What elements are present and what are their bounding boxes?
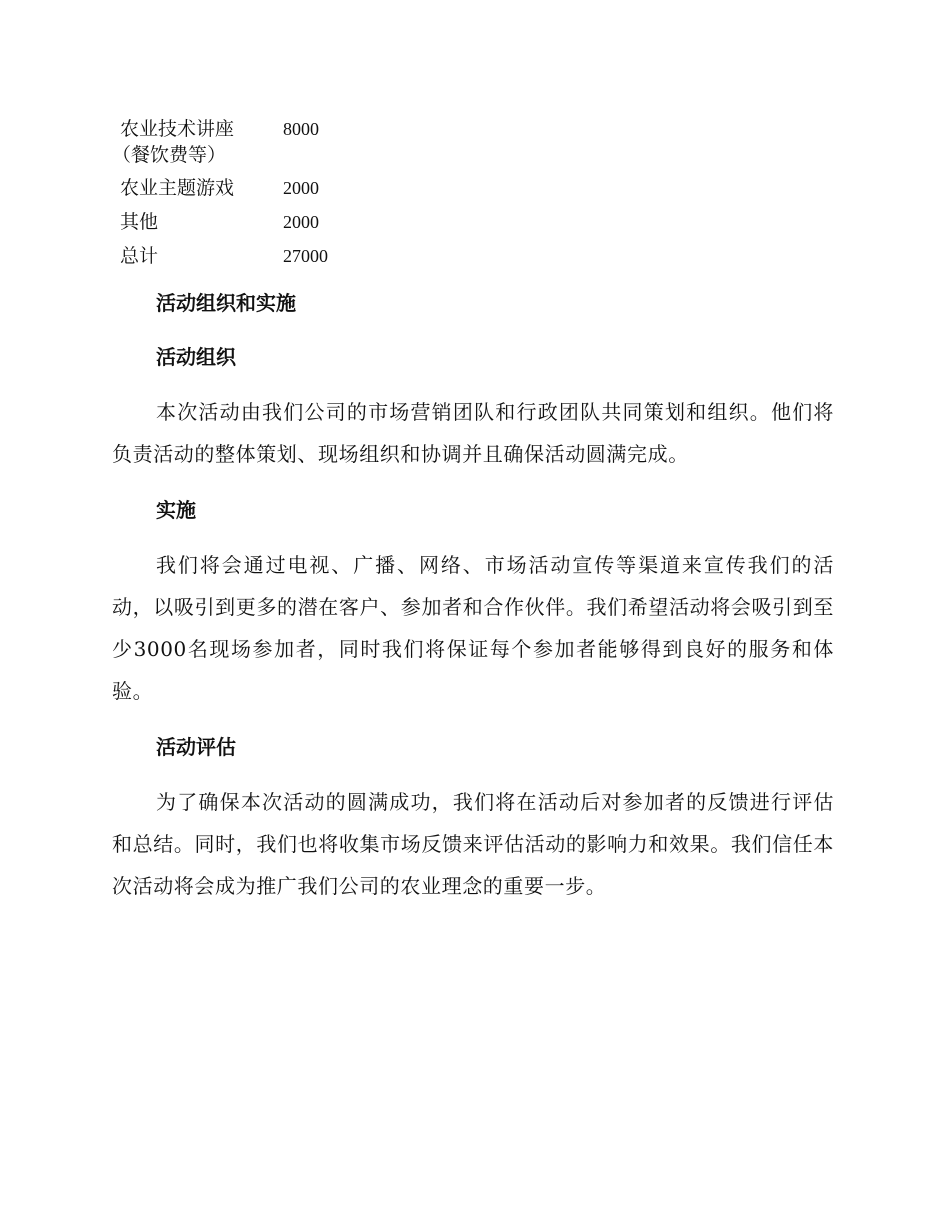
section-heading-eval: 活动评估 xyxy=(156,735,236,759)
paragraph-impl: 我们将会通过电视、广播、网络、市场活动宣传等渠道来宣传我们的活动，以吸引到更多的潜在客户、参加者和合作伙伴。我们希望活动将会吸引到至少3000名现场参加者，同时我们将保证每个参加者能够得到良好的服务和体验。 xyxy=(112,553,834,703)
table-row xyxy=(114,209,328,243)
budget-amount-cell: 8000 xyxy=(283,119,319,139)
budget-item-cell: 其他 xyxy=(120,211,159,233)
budget-total-label: 总计 xyxy=(120,245,159,267)
budget-amount-cell: 2000 xyxy=(283,212,319,232)
paragraph-org: 本次活动由我们公司的市场营销团队和行政团队共同策划和组织。他们将负责活动的整体策划、现场组织和协调并且确保活动圆满完成。 xyxy=(112,400,834,466)
section-heading-org-impl: 活动组织和实施 xyxy=(156,291,296,315)
section-heading-impl: 实施 xyxy=(156,498,196,522)
budget-item-sublabel: （餐饮费等） xyxy=(112,144,227,166)
budget-item-cell: 农业主题游戏 xyxy=(120,177,235,199)
section-heading-org: 活动组织 xyxy=(156,345,236,369)
budget-item-label: 农业技术讲座 xyxy=(120,118,235,140)
budget-item-cell xyxy=(114,116,283,175)
table-row xyxy=(114,175,328,209)
paragraph-eval: 为了确保本次活动的圆满成功，我们将在活动后对参加者的反馈进行评估和总结。同时，我们也将收集市场反馈来评估活动的影响力和效果。我们信任本次活动将会成为推广我们公司的农业理念的重要一步。 xyxy=(112,790,834,898)
budget-total-amount: 27000 xyxy=(283,246,328,266)
budget-table xyxy=(114,116,328,277)
budget-amount-cell: 2000 xyxy=(283,178,319,198)
table-row xyxy=(114,116,328,175)
table-row xyxy=(114,243,328,277)
